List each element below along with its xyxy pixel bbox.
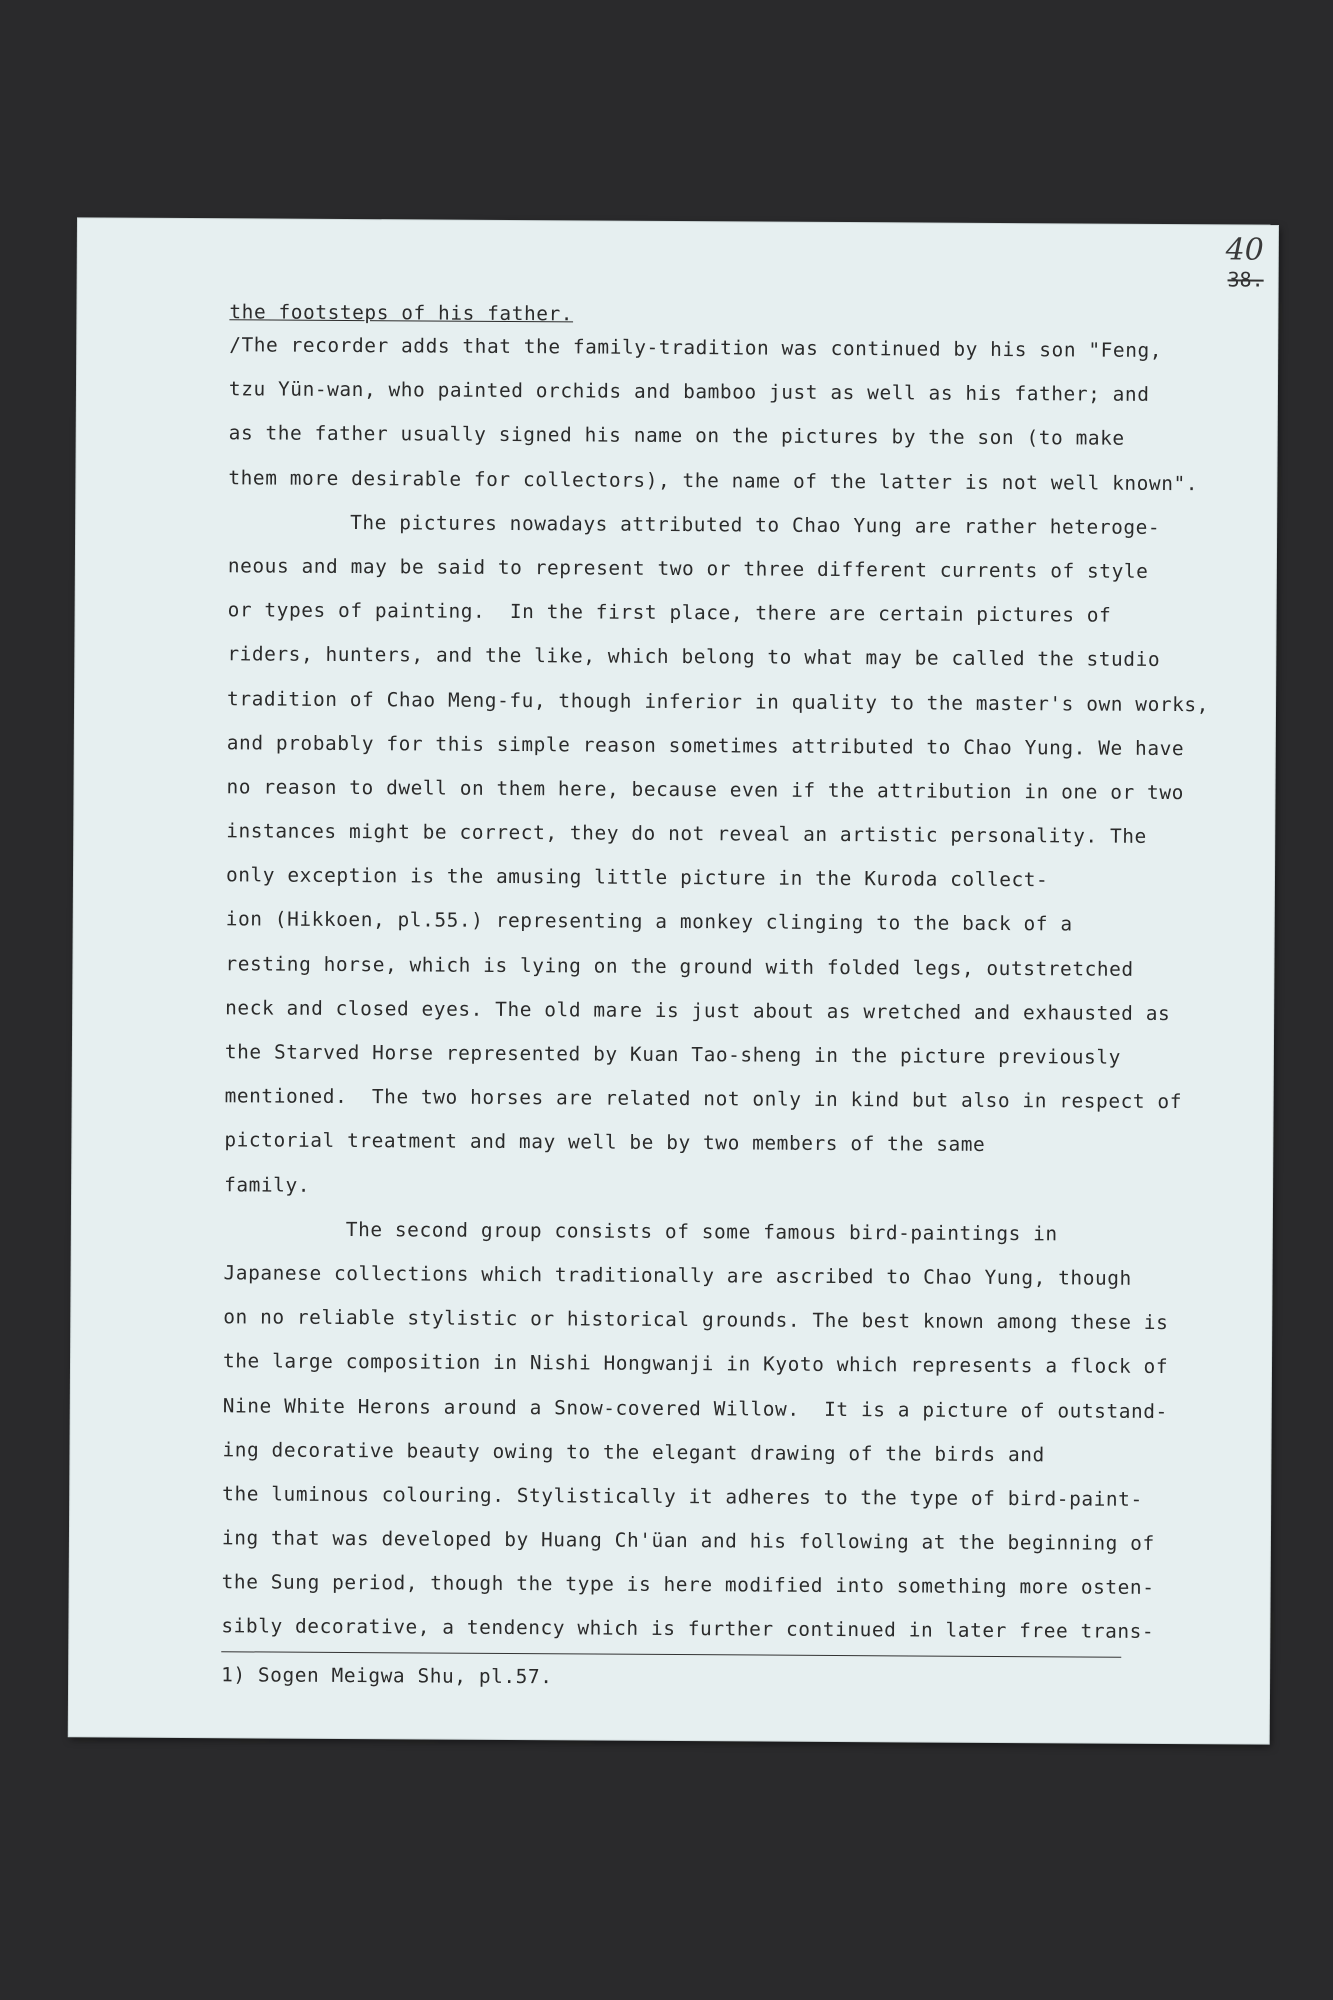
text-line: neck and closed eyes. The old mare is just about as wretched and exhausted as — [225, 996, 1171, 1025]
page-number-crossed-out: 38. — [1227, 267, 1264, 292]
text-line: ing decorative beauty owing to the elegant drawing of the birds and — [222, 1437, 1045, 1466]
text-line: and probably for this simple reason sometimes attributed to Chao Yung. We have — [226, 730, 1185, 760]
text-line: as the father usually signed his name on the pictures by the son (to make — [228, 421, 1125, 451]
text-line: on no reliable stylistic or historical grounds. The best known among these is — [223, 1305, 1169, 1335]
text-line: /The recorder adds that the family-tradition was continued by his son "Feng, — [229, 333, 1163, 362]
text-line: The pictures nowadays attributed to Chao Yung are rather heteroge- — [350, 510, 1161, 539]
text-line: The second group consists of some famous bird-paintings in — [345, 1217, 1058, 1246]
text-line: them more desirable for collectors), the name of the latter is not well known". — [228, 465, 1199, 495]
text-line: ion (Hikkoen, pl.55.) representing a monkey clinging to the back of a — [225, 907, 1073, 936]
text-line: the large composition in Nishi Hongwanji in Kyoto which represents a flock of — [222, 1349, 1169, 1379]
text-line: resting horse, which is lying on the ground with folded legs, outstretched — [225, 951, 1134, 981]
text-line: sibly decorative, a tendency which is further continued in later free trans- — [221, 1614, 1155, 1644]
text-line: ing that was developed by Huang Ch'üan and his following at the beginning of — [221, 1526, 1155, 1555]
text-line: family. — [224, 1172, 311, 1197]
text-line: no reason to dwell on them here, because even if the attribution in one or two — [226, 775, 1184, 804]
page-number: 40 — [1225, 232, 1264, 268]
text-line: or types of painting. In the first place, there are certain pictures of — [227, 598, 1112, 627]
text-line: pictorial treatment and may well be by two members of the same — [224, 1128, 986, 1157]
text-line: mentioned. The two horses are related not only in kind but also in respect of — [224, 1084, 1183, 1114]
text-line: only exception is the amusing little picture in the Kuroda collect- — [225, 863, 1049, 892]
text-line: neous and may be said to represent two or three different currents of style — [227, 554, 1149, 583]
text-line: the Sung period, though the type is here modified into something more osten- — [221, 1570, 1155, 1600]
text-line: the luminous colouring. Stylistically it adheres to the type of bird-paint- — [222, 1482, 1143, 1511]
text-line: tzu Yün-wan, who painted orchids and bamboo just as well as his father; and — [228, 377, 1150, 407]
footnote: 1) Sogen Meigwa Shu, pl.57. — [221, 1663, 553, 1689]
text-line: Nine White Herons around a Snow-covered Willow. It is a picture of outstand- — [222, 1393, 1168, 1423]
typed-text-body — [221, 301, 1239, 1655]
text-line: Japanese collections which traditionally are ascribed to Chao Yung, though — [223, 1261, 1132, 1290]
text-line: the Starved Horse represented by Kuan Tao-sheng in the picture previously — [224, 1040, 1121, 1069]
text-line: riders, hunters, and the like, which belong to what may be called the studio — [227, 642, 1161, 672]
text-line: tradition of Chao Meng-fu, though inferior in quality to the master's own works, — [227, 686, 1210, 716]
document-page — [69, 218, 1278, 1743]
text-line: the footsteps of his father. — [229, 300, 574, 326]
text-line: instances might be correct, they do not reveal an artistic personality. The — [226, 819, 1147, 848]
